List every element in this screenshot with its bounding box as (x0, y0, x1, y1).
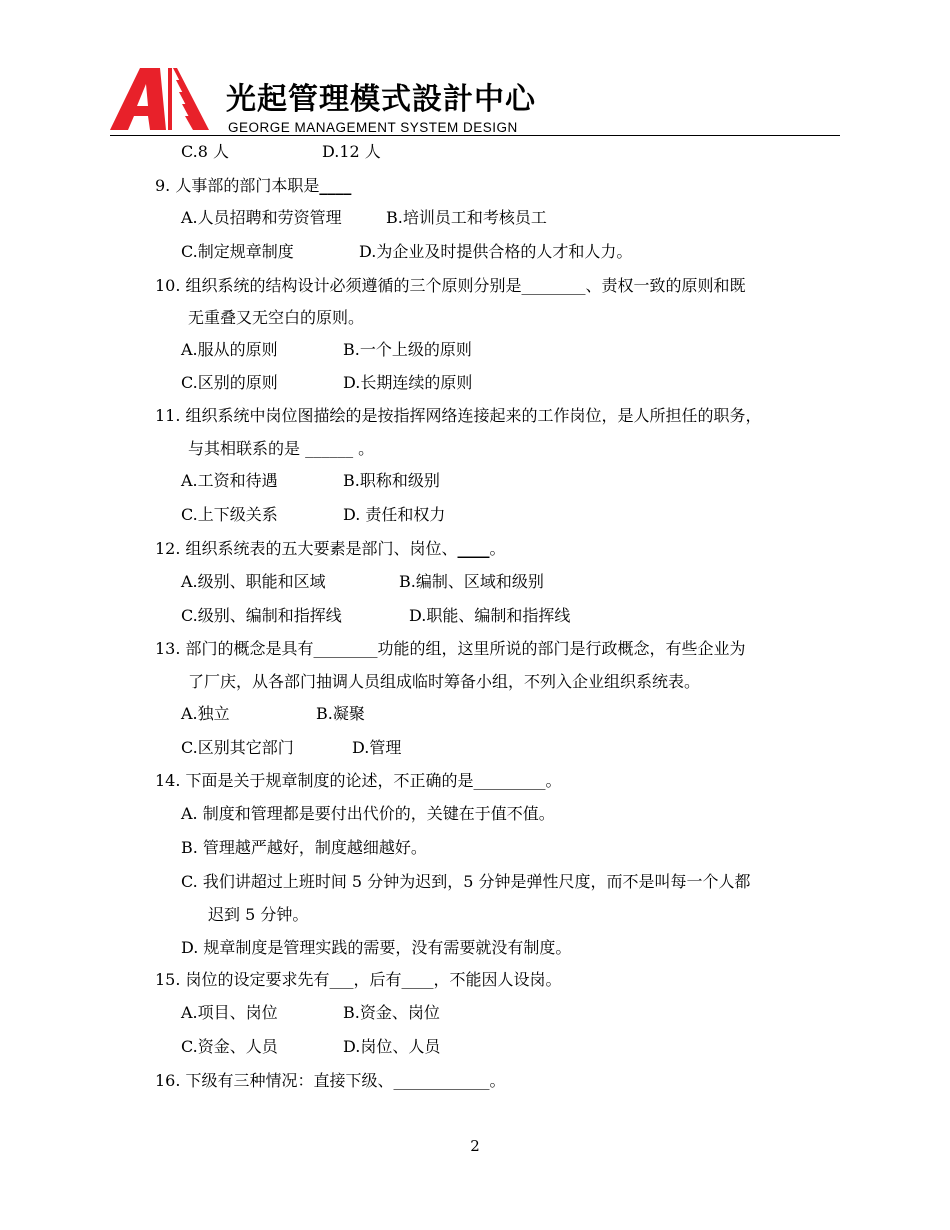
question-9-option-c: C.制定规章制度 (181, 242, 294, 261)
question-13-option-d: D.管理 (352, 738, 402, 757)
question-14-option-c-line-2: 迟到 5 分钟。 (208, 905, 309, 924)
brand-name-english: GEORGE MANAGEMENT SYSTEM DESIGN (228, 120, 518, 135)
question-11-option-b: B.职称和级别 (343, 471, 440, 490)
question-11-line-1: 11. 组织系统中岗位图描绘的是按指挥网络连接起来的工作岗位，是人所担任的职务， (155, 406, 762, 425)
question-12-stem: 12. 组织系统表的五大要素是部门、岗位、 (155, 539, 458, 558)
question-15-option-c: C.资金、人员 (181, 1037, 278, 1056)
brand-name-chinese: 光起管理模式設計中心 (226, 82, 536, 117)
question-14-option-c-line-1: C. 我们讲超过上班时间 5 分钟为迟到，5 分钟是弹性尺度，而不是叫每一个人都 (181, 872, 751, 891)
question-13-line-1: 13. 部门的概念是具有________功能的组，这里所说的部门是行政概念，有些企业为 (155, 639, 746, 658)
question-15-option-d: D.岗位、人员 (343, 1037, 441, 1056)
prev-option-d: D.12 人 (322, 142, 381, 161)
question-15-option-a: A.项目、岗位 (181, 1003, 278, 1022)
question-14-option-b: B. 管理越严越好，制度越细越好。 (181, 838, 427, 857)
question-12-option-c: C.级别、编制和指挥线 (181, 606, 342, 625)
question-13-option-c: C.区别其它部门 (181, 738, 294, 757)
question-15: 15. 岗位的设定要求先有___，后有____，不能因人设岗。 (155, 970, 562, 989)
question-12-option-a: A.级别、职能和区域 (181, 572, 326, 591)
question-15-option-b: B.资金、岗位 (343, 1003, 440, 1022)
question-9-blank: ____ (319, 176, 352, 195)
question-10-line-1: 10. 组织系统的结构设计必须遵循的三个原则分别是________、责权一致的原则和既 (155, 276, 746, 295)
question-9-option-a: A.人员招聘和劳资管理 (181, 208, 342, 227)
george-logo-icon (110, 66, 210, 132)
question-9-stem: 9. 人事部的部门本职是 (155, 176, 320, 195)
page-number: 2 (470, 1137, 480, 1155)
header-divider (110, 135, 840, 136)
question-14: 14. 下面是关于规章制度的论述，不正确的是_________。 (155, 771, 562, 790)
question-12-option-d: D.职能、编制和指挥线 (409, 606, 571, 625)
question-10-line-2: 无重叠又无空白的原则。 (188, 308, 365, 327)
prev-option-c: C.8 人 (181, 142, 230, 161)
question-13-option-a: A.独立 (181, 704, 230, 723)
question-9-option-d: D.为企业及时提供合格的人才和人力。 (359, 242, 633, 261)
question-11-option-a: A.工资和待遇 (181, 471, 278, 490)
question-11-option-c: C.上下级关系 (181, 505, 278, 524)
question-12-blank: ____ (457, 539, 490, 558)
question-9 (155, 176, 351, 196)
question-12-option-b: B.编制、区域和级别 (399, 572, 544, 591)
question-13-option-b: B.凝聚 (316, 704, 365, 723)
question-10-option-d: D.长期连续的原则 (343, 373, 473, 392)
question-11-option-d: D. 责任和权力 (343, 505, 446, 524)
question-12-end: 。 (489, 539, 506, 558)
question-16: 16. 下级有三种情况：直接下级、____________。 (155, 1071, 506, 1090)
question-10-option-b: B.一个上级的原则 (343, 340, 472, 359)
question-13-line-2: 了厂庆，从各部门抽调人员组成临时筹备小组，不列入企业组织系统表。 (188, 672, 701, 691)
question-9-option-b: B.培训员工和考核员工 (386, 208, 547, 227)
question-11-line-2: 与其相联系的是 ______ 。 (188, 439, 375, 458)
page-header (110, 66, 840, 138)
question-14-option-a: A. 制度和管理都是要付出代价的，关键在于值不值。 (181, 804, 555, 823)
question-14-option-d: D. 规章制度是管理实践的需要，没有需要就没有制度。 (181, 938, 572, 957)
question-10-option-c: C.区别的原则 (181, 373, 278, 392)
question-10-option-a: A.服从的原则 (181, 340, 278, 359)
question-12 (155, 539, 506, 559)
